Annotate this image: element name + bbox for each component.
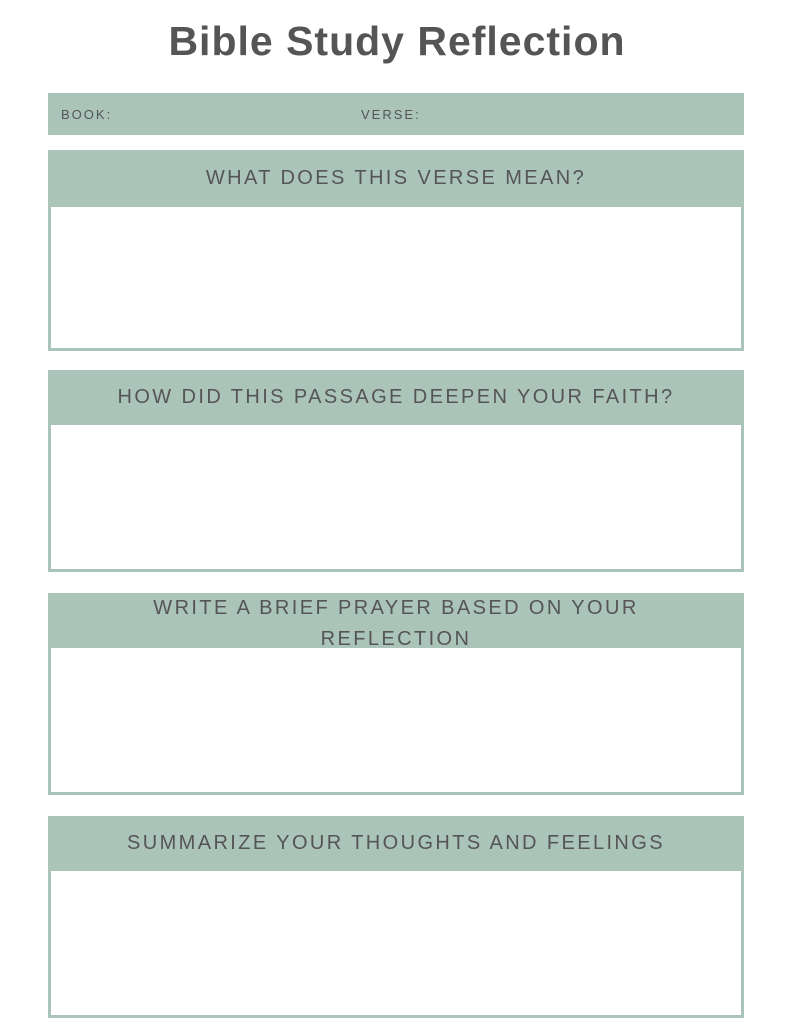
section-heading: WHAT DOES THIS VERSE MEAN?: [48, 150, 744, 204]
page-title: Bible Study Reflection: [168, 18, 626, 64]
section-heading: WRITE A BRIEF PRAYER BASED ON YOUR REFLECTION: [153, 597, 639, 650]
writing-area[interactable]: [48, 868, 744, 1018]
verse-label: VERSE:: [361, 107, 421, 122]
book-label: BOOK:: [61, 107, 113, 122]
writing-area[interactable]: [48, 204, 744, 351]
writing-area[interactable]: [48, 422, 744, 572]
section-heading: HOW DID THIS PASSAGE DEEPEN YOUR FAITH?: [48, 370, 744, 422]
section-heading: SUMMARIZE YOUR THOUGHTS AND FEELINGS: [48, 816, 744, 868]
book-verse-bar: [48, 93, 744, 135]
writing-area[interactable]: [48, 645, 744, 795]
